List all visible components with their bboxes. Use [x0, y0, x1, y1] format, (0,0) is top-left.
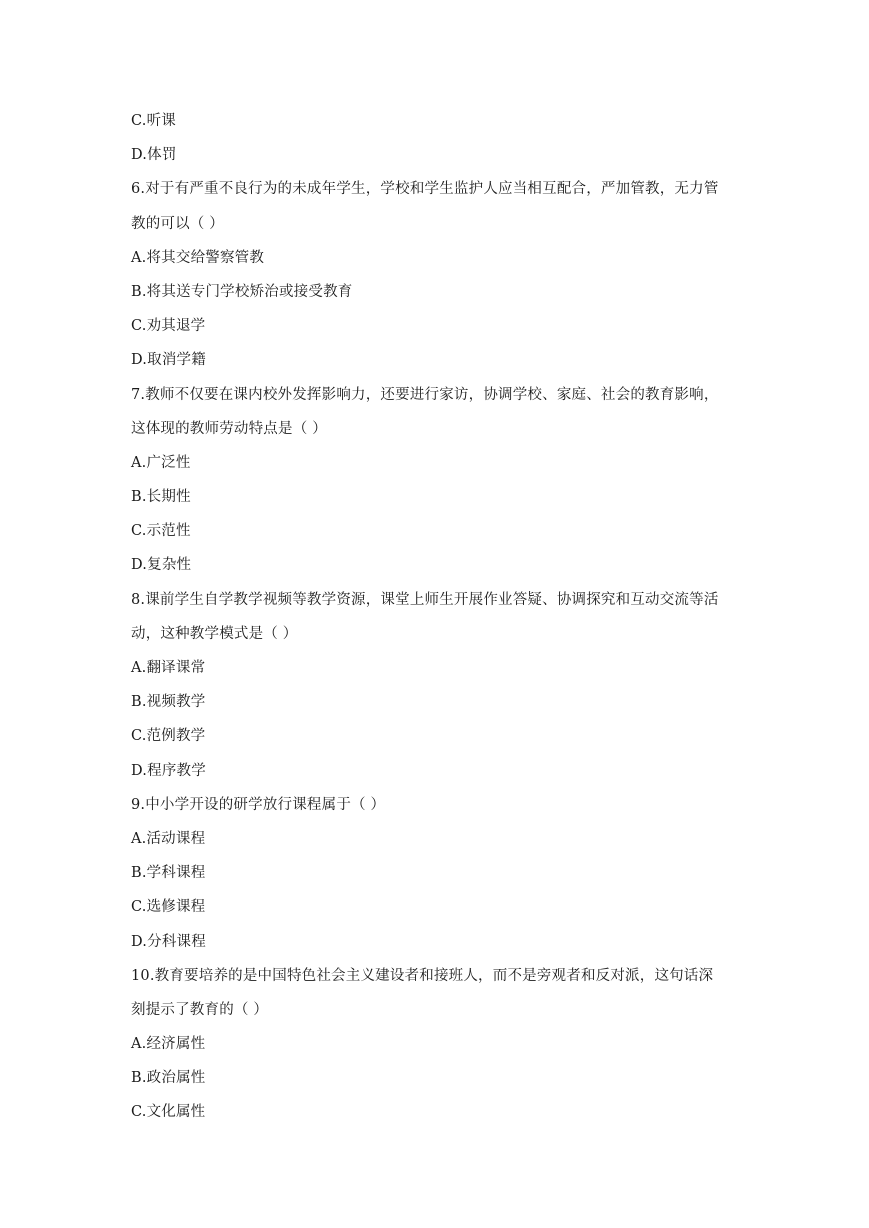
- q7-option-b: B.长期性: [131, 489, 191, 506]
- question-content: [131, 104, 741, 1130]
- question-8-text-cont: 动，这种教学模式是（ ）: [131, 625, 298, 642]
- q10-option-b: B.政治属性: [131, 1070, 206, 1087]
- q9-option-d: D.分科课程: [131, 933, 206, 950]
- q8-option-b: B.视频教学: [131, 694, 206, 711]
- question-7-text-cont: 这体现的教师劳动特点是（ ）: [131, 420, 327, 437]
- q8-option-d: D.程序教学: [131, 762, 206, 779]
- q6-option-d: D.取消学籍: [131, 352, 206, 369]
- option-d-line: D.体罚: [131, 147, 177, 164]
- q8-option-c: C.范例教学: [131, 728, 206, 745]
- q7-option-a: A.广泛性: [131, 454, 191, 471]
- q9-option-a: A.活动课程: [131, 830, 206, 847]
- question-8-text: 8.课前学生自学教学视频等教学资源，课堂上师生开展作业答疑、协调探究和互动交流等活: [131, 591, 719, 608]
- q7-option-c: C.示范性: [131, 523, 191, 540]
- q7-option-d: D.复杂性: [131, 557, 192, 574]
- q6-option-a: A.将其交给警察管教: [131, 249, 265, 266]
- q10-option-c: C.文化属性: [131, 1104, 206, 1121]
- question-6-text-cont: 教的可以（ ）: [131, 215, 225, 232]
- q6-option-c: C.劝其退学: [131, 318, 206, 335]
- question-10-text: 10.教育要培养的是中国特色社会主义建设者和接班人，而不是旁观者和反对派，这句话深: [131, 967, 714, 984]
- question-6-text: 6.对于有严重不良行为的未成年学生，学校和学生监护人应当相互配合，严加管教，无力管: [131, 181, 719, 198]
- question-9-text: 9.中小学开设的研学放行课程属于（ ）: [131, 796, 386, 813]
- q8-option-a: A.翻译课常: [131, 660, 206, 676]
- question-7-text: 7.教师不仅要在课内校外发挥影响力，还要进行家访，协调学校、家庭、社会的教育影响，: [131, 386, 719, 403]
- q9-option-b: B.学科课程: [131, 865, 206, 882]
- q6-option-b: B.将其送专门学校矫治或接受教育: [131, 283, 353, 300]
- q9-option-c: C.选修课程: [131, 899, 206, 916]
- q10-option-a: A.经济属性: [131, 1036, 206, 1053]
- option-c-line: C.听课: [131, 113, 176, 129]
- question-10-text-cont: 刻提示了教育的（ ）: [131, 1001, 269, 1018]
